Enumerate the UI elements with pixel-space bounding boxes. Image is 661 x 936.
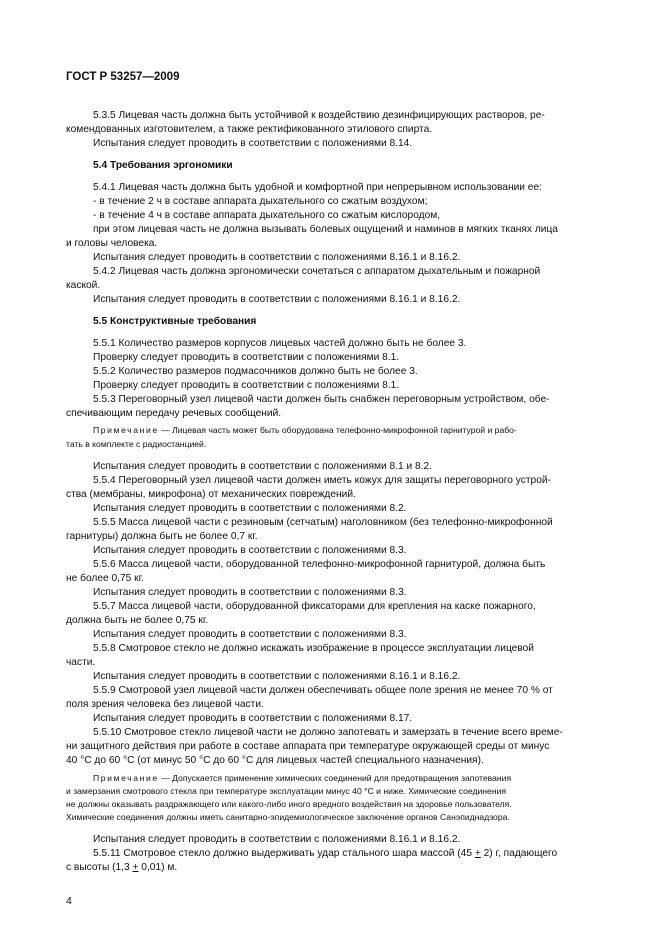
text-line: Испытания следует проводить в соответствии с положениями 8.17. <box>93 713 413 724</box>
text-line: 5.4.2 Лицевая часть должна эргономически сочетаться с аппаратом дыхательным и пожарной <box>93 266 541 277</box>
text-line: Испытания следует проводить в соответствии с положениями 8.16.1 и 8.16.2. <box>93 294 461 305</box>
plus-minus-sign: + <box>474 848 481 859</box>
text-line: 5.5.11 Смотровое стекло должно выдерживать удар стального шара массой (45 + 2) г, падающего <box>93 848 558 859</box>
note-line: тать в комплекте с радиостанцией. <box>66 439 207 449</box>
text-line: Испытания следует проводить в соответствии с положениями 8.1 и 8.2. <box>93 461 433 472</box>
text-line: 5.5.3 Переговорный узел лицевой части должен быть снабжен переговорным устройством, обе- <box>93 394 550 405</box>
text-line: ства (мембраны, микрофона) от механических повреждений. <box>66 489 356 500</box>
page-number: 4 <box>66 895 72 907</box>
text-line: 5.5.5 Масса лицевой части с резиновым (сетчатым) наголовником (без телефонно-микрофонной <box>93 517 553 528</box>
text-line: 5.5.1 Количество размеров корпусов лицевых частей должно быть не более 3. <box>93 338 467 349</box>
text-line: ни защитного действия при работе в составе аппарата при температуре окружающей среды от минус <box>66 741 550 752</box>
note-label: Примечание <box>93 425 159 435</box>
text-line: Испытания следует проводить в соответствии с положениями 8.16.1 и 8.16.2. <box>93 252 461 263</box>
section-heading-5-4: 5.4 Требования эргономики <box>93 160 233 171</box>
text-line: 5.5.6 Масса лицевой части, оборудованной телефонно-микрофонной гарнитурой, должна быть <box>93 559 546 570</box>
note-line: не должны оказывать раздражающего или какого-либо иного вредного воздействия на здоровье пользователя. <box>66 799 512 809</box>
text-line: 5.5.4 Переговорный узел лицевой части должен иметь кожух для защиты переговорного устрой- <box>93 475 551 486</box>
page-header-standard-number: ГОСТ Р 53257—2009 <box>66 71 180 83</box>
section-heading-5-5: 5.5 Конструктивные требования <box>93 316 257 327</box>
text-line: гарнитуры) должна быть не более 0,7 кг. <box>66 531 258 542</box>
text-line: 5.5.9 Смотровой узел лицевой части должен обеспечивать общее поле зрения не менее 70 % от <box>93 685 553 696</box>
text-line: с высоты (1,3 + 0,01) м. <box>66 862 178 873</box>
text-line: Испытания следует проводить в соответствии с положениями 8.3. <box>93 629 407 640</box>
text-line: при этом лицевая часть не должна вызывать болевых ощущений и наминов в мягких тканях лица <box>93 224 558 235</box>
text-line: 40 °С до 60 °С (от минус 50 °С до 60 °С для лицевых частей специального назначения). <box>66 755 484 766</box>
note-line: Химические соединения должны иметь санитарно-эпидемиологическое заключение органов Санэпиднадзора. <box>66 812 510 822</box>
text-line: Испытания следует проводить в соответствии с положениями 8.16.1 и 8.16.2. <box>93 671 461 682</box>
text-line: не более 0,75 кг. <box>66 573 144 584</box>
text-line: Испытания следует проводить в соответствии с положениями 8.3. <box>93 545 407 556</box>
text-line: части. <box>66 657 96 668</box>
text-line: 5.4.1 Лицевая часть должна быть удобной и комфортной при непрерывном использовании ее: <box>93 182 542 193</box>
text-line: Проверку следует проводить в соответствии с положениями 8.1. <box>93 380 400 391</box>
text-line: должна быть не более 0,75 кг. <box>66 615 209 626</box>
list-item: - в течение 2 ч в составе аппарата дыхательного со сжатым воздухом; <box>93 196 428 207</box>
text-line: 5.5.8 Смотровое стекло не должно искажать изображение в процессе эксплуатации лицевой <box>93 643 534 654</box>
text-line: 5.5.10 Смотровое стекло лицевой части не должно запотевать и замерзать в течение всего време- <box>93 727 563 738</box>
note-label: Примечание <box>93 773 159 783</box>
note-line: Примечание — Допускается применение химических соединений для предотвращения запотевания <box>93 773 512 783</box>
text-line: каской. <box>66 280 101 291</box>
text-line: 5.3.5 Лицевая часть должна быть устойчивой к воздействию дезинфицирующих растворов, ре- <box>93 110 545 121</box>
text-line: Испытания следует проводить в соответствии с положениями 8.3. <box>93 587 407 598</box>
text-line: 5.5.7 Масса лицевой части, оборудованной фиксаторами для крепления на каске пожарного, <box>93 601 536 612</box>
text-line: 5.5.2 Количество размеров подмасочников должно быть не более 3. <box>93 366 418 377</box>
text-line: спечивающим передачу речевых сообщений. <box>66 408 282 419</box>
note-line: Примечание — Лицевая часть может быть оборудована телефонно-микрофонной гарнитурой и рабо- <box>93 425 517 435</box>
text-line: комендованных изготовителем, а также ректификованного этилового спирта. <box>66 124 433 135</box>
text-line: Испытания следует проводить в соответствии с положениями 8.14. <box>93 138 413 149</box>
plus-minus-sign: + <box>132 862 139 873</box>
text-line: Испытания следует проводить в соответствии с положениями 8.2. <box>93 503 407 514</box>
text-line: Испытания следует проводить в соответствии с положениями 8.16.1 и 8.16.2. <box>93 834 461 845</box>
list-item: - в течение 4 ч в составе аппарата дыхательного со сжатым кислородом, <box>93 210 441 221</box>
text-line: и головы человека. <box>66 238 158 249</box>
text-line: Проверку следует проводить в соответствии с положениями 8.1. <box>93 352 400 363</box>
note-line: и замерзания смотрового стекла при температуре эксплуатации минус 40 °С и ниже. Химические соединения <box>66 786 507 796</box>
text-line: поля зрения человека без лицевой части. <box>66 699 264 710</box>
